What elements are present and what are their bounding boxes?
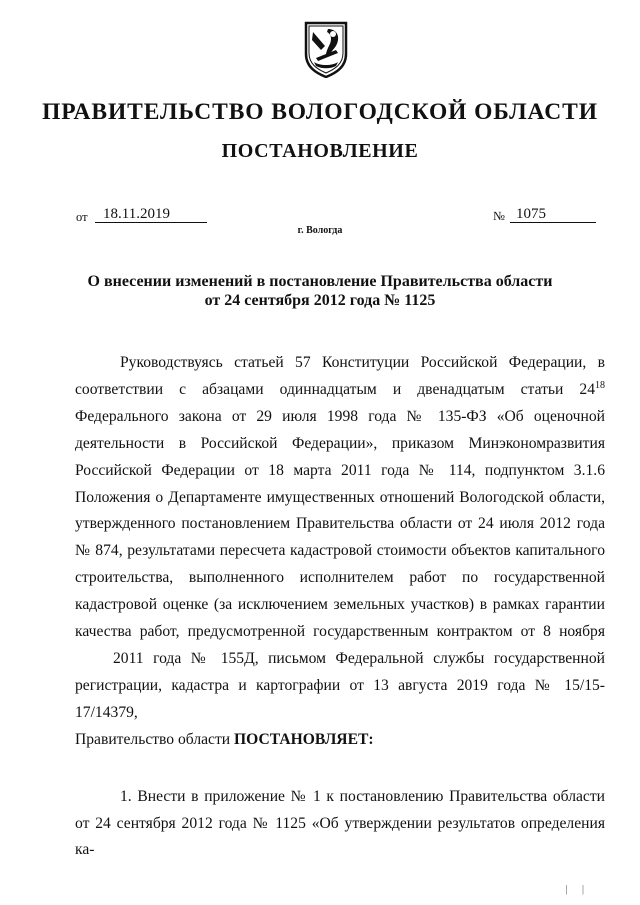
preamble-paragraph [75, 350, 605, 727]
date-label: от [76, 210, 88, 224]
number-label: № [493, 209, 505, 223]
subject-line-1: О внесении изменений в постановление Правительства области [87, 273, 553, 290]
item-1-paragraph: 1. Внести в приложение № 1 к постановлению Правительства области от 24 сентября 2012 года № 1125 «Об утверждении результатов определения ка- [75, 787, 605, 859]
article-superscript: 18 [595, 379, 605, 391]
scan-marks: | | [565, 884, 590, 895]
city-label: г. Вологда [297, 225, 343, 236]
government-title: ПРАВИТЕЛЬСТВО ВОЛОГОДСКОЙ ОБЛАСТИ [42, 99, 598, 125]
document-number: 1075 [510, 206, 596, 223]
document-type: ПОСТАНОВЛЕНИЕ [221, 140, 419, 162]
preamble-text-a: Руководствуясь статьей 57 Конституции Российской Федерации, в соответствии с абзацами одиннадцатым и двенадцатым статьи 24 [75, 354, 605, 398]
document-date: 18.11.2019 [95, 206, 207, 223]
preamble-text-b: Федерального закона от 29 июля 1998 года № 135-ФЗ «Об оценочной деятельности в Российской Федерации», приказом Минэкономразвития Российской Федерации от 18 марта 2011 года № 114, подпунктом 3.1.6 Положения о Департаменте имущественных отношений Вологодской области, утвержденного постановлением Правительства области от 24 июля 2012 года № 874, результатами пересчета кадастровой стоимости объектов капитального строительства, выполненного исполнителем работ по государственной кадастровой оценке (за исключением земельных участков) в рамках гарантии качества работ, предусмотренной государственным контрактом от 8 ноября [75, 407, 605, 641]
coat-of-arms-emblem [302, 20, 350, 78]
preamble-text-c: 2011 года № 155Д, письмом Федеральной службы государственной регистрации, кадастра и картографии от 13 августа 2019 года № 15/15-17/14379, [75, 649, 605, 721]
decree-word: ПОСТАНОВЛЯЕТ: [234, 730, 374, 748]
document-body [75, 350, 605, 864]
subject-line-2: от 24 сентября 2012 года № 1125 [204, 292, 436, 309]
document-subject [0, 272, 640, 310]
decree-prefix: Правительство области [75, 730, 235, 748]
decree-line [75, 727, 605, 754]
